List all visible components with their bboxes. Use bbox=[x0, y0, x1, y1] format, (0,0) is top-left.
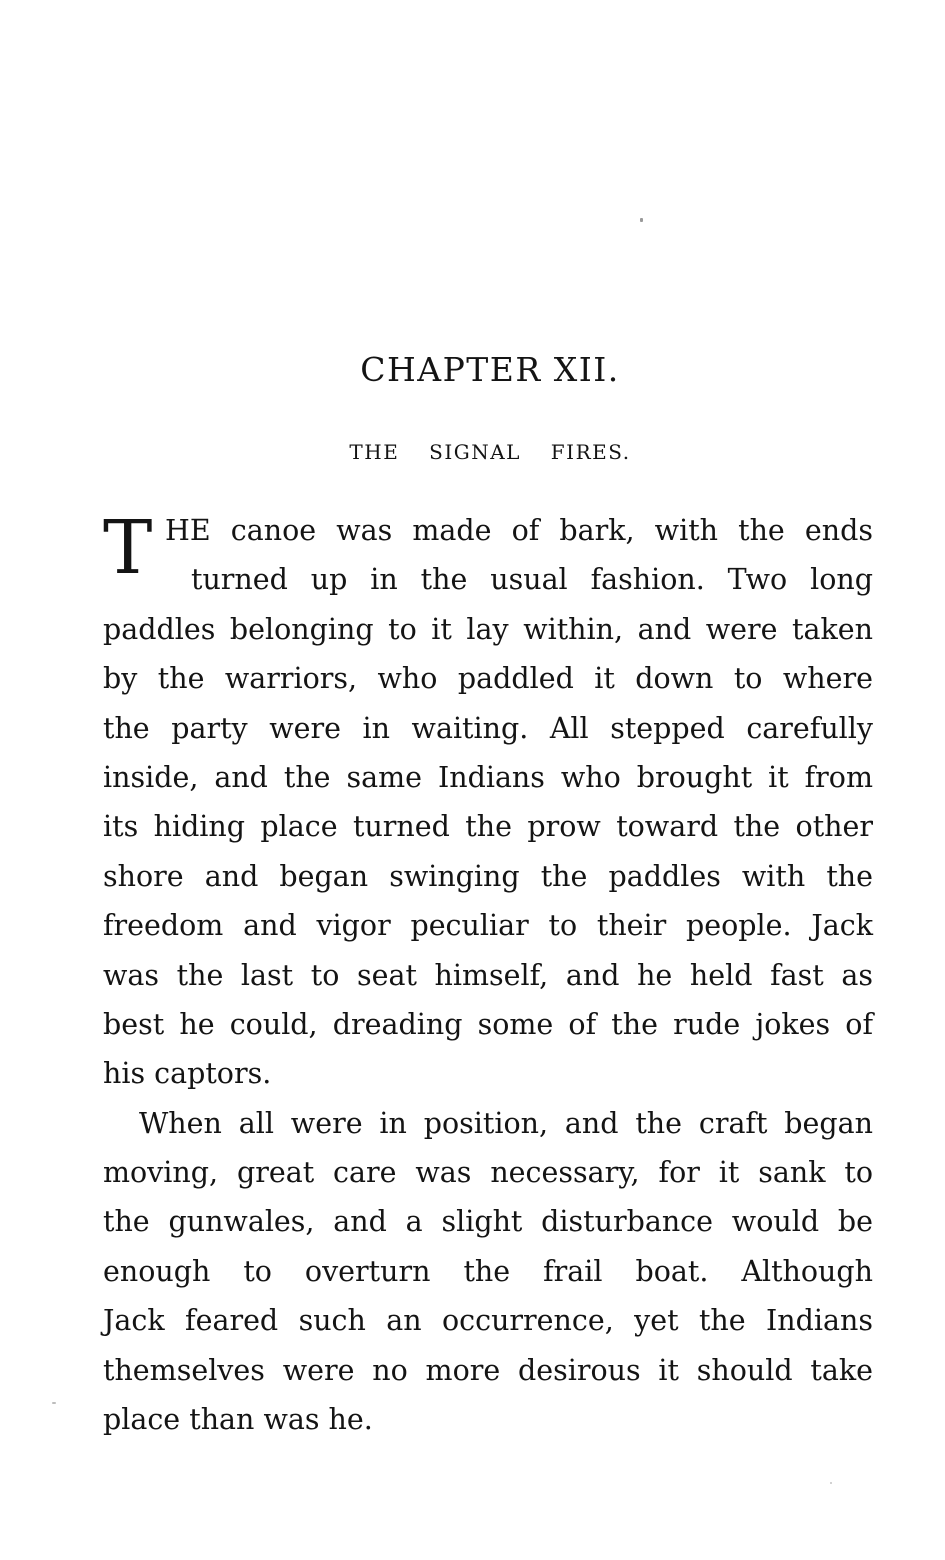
text-line: was the last to seat himself, and he held fast as bbox=[103, 958, 873, 992]
paper-speck bbox=[640, 218, 643, 222]
text-line: turned up in the usual fashion. Two long bbox=[191, 563, 873, 597]
body-text bbox=[103, 506, 873, 1444]
text-line: inside, and the same Indians who brought it from bbox=[103, 760, 873, 794]
text-line: moving, great care was necessary, for it sank to bbox=[103, 1156, 873, 1190]
paper-speck bbox=[830, 1482, 832, 1484]
text-line: the party were in waiting. All stepped carefully bbox=[103, 711, 873, 745]
text-line: paddles belonging to it lay within, and were taken bbox=[103, 612, 873, 646]
text-line: freedom and vigor peculiar to their people. Jack bbox=[103, 909, 873, 943]
text-line: Jack feared such an occurrence, yet the Indians bbox=[103, 1304, 873, 1338]
paper-speck bbox=[52, 1402, 56, 1404]
text-line: its hiding place turned the prow toward the other bbox=[103, 810, 873, 844]
chapter-title: CHAPTER XII. bbox=[360, 350, 620, 389]
text-line: the gunwales, and a slight disturbance would be bbox=[103, 1205, 873, 1239]
drop-cap: T bbox=[103, 505, 153, 591]
text-line: shore and began swinging the paddles with the bbox=[103, 859, 873, 893]
text-line: HE canoe was made of bark, with the ends bbox=[165, 514, 873, 547]
text-line: by the warriors, who paddled it down to where bbox=[103, 662, 873, 696]
text-line: place than was he. bbox=[103, 1403, 373, 1437]
text-line: best he could, dreading some of the rude jokes of bbox=[103, 1007, 873, 1041]
text-line: themselves were no more desirous it should take bbox=[103, 1353, 873, 1387]
text-line: his captors. bbox=[103, 1057, 272, 1091]
text-line: enough to overturn the frail boat. Although bbox=[103, 1254, 873, 1288]
text-line: When all were in position, and the craft began bbox=[139, 1106, 873, 1140]
chapter-subtitle: THE SIGNAL FIRES. bbox=[349, 440, 631, 464]
